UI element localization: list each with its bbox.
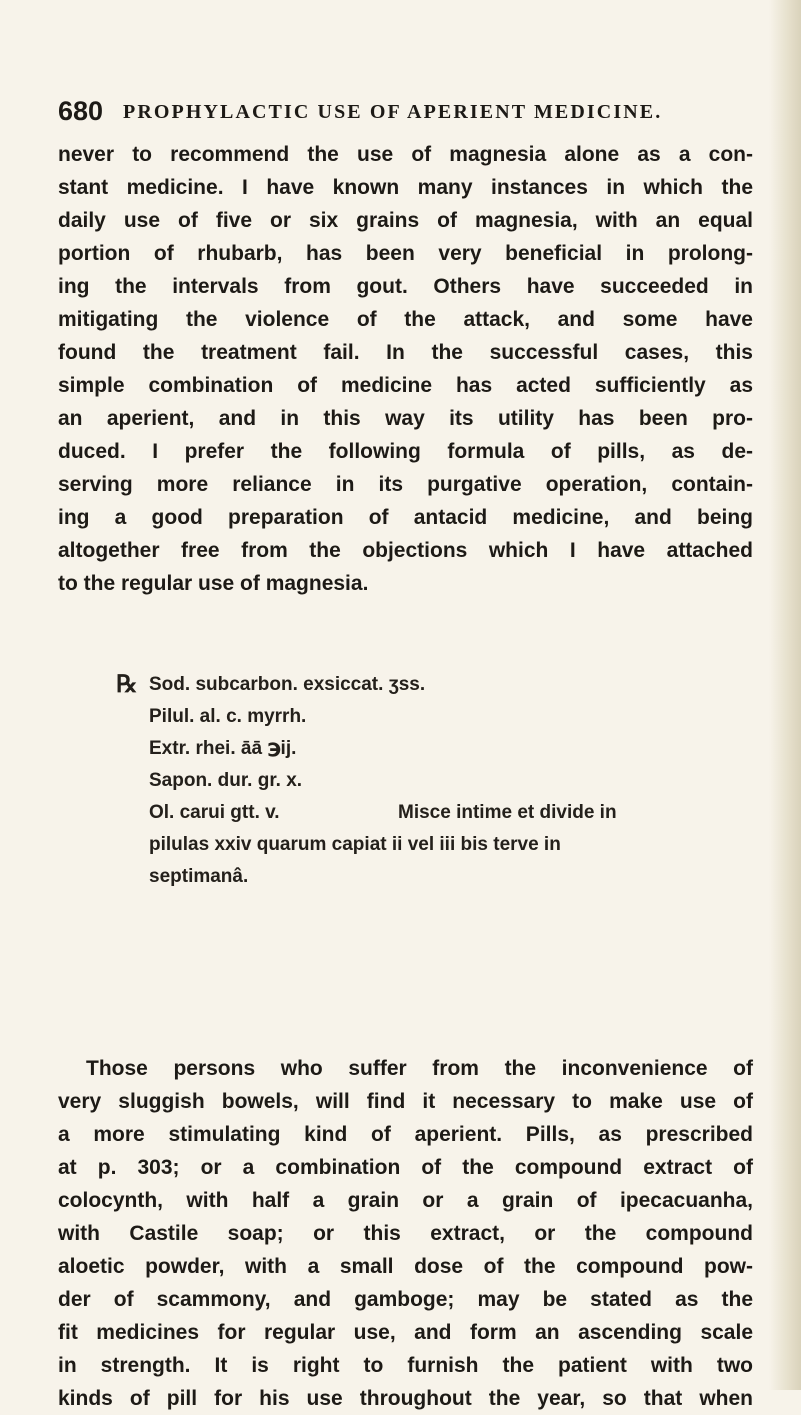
text-line: very sluggish bowels, will find it necessary to make use of: [58, 1090, 753, 1113]
text-line: aloetic powder, with a small dose of the compound pow-: [58, 1255, 753, 1278]
text-line: mitigating the violence of the attack, and some have: [58, 308, 753, 331]
text-line: kinds of pill for his use throughout the year, so that when: [58, 1387, 753, 1410]
text-line: stant medicine. I have known many instances in which the: [58, 176, 753, 199]
text-line: at p. 303; or a combination of the compound extract of: [58, 1156, 753, 1179]
ingredient-line: Sod. subcarbon. exsiccat. ʒss.: [149, 674, 426, 695]
ingredient-line: Pilul. al. c. myrrh.: [149, 706, 307, 727]
directions-line: pilulas xxiv quarum capiat ii vel iii bis terve in: [149, 834, 561, 855]
text-line: with Castile soap; or this extract, or the compound: [58, 1222, 753, 1245]
recipe-symbol: ℞: [116, 672, 138, 698]
text-line: in strength. It is right to furnish the patient with two: [58, 1354, 753, 1377]
text-line: duced. I prefer the following formula of pills, as de-: [58, 440, 753, 463]
text-line: colocynth, with half a grain or a grain of ipecacuanha,: [58, 1189, 753, 1212]
page-edge-shadow: [769, 0, 801, 1390]
text-line: fit medicines for regular use, and form an ascending scale: [58, 1321, 753, 1344]
text-line: ing a good preparation of antacid medicine, and being: [58, 506, 753, 529]
text-line: serving more reliance in its purgative operation, contain-: [58, 473, 753, 496]
ingredient-line: Extr. rhei. āā ℈ij.: [149, 738, 297, 759]
text-line: daily use of five or six grains of magnesia, with an equal: [58, 209, 753, 232]
text-line: a more stimulating kind of aperient. Pills, as prescribed: [58, 1123, 753, 1146]
directions-line: Misce intime et divide in: [398, 802, 617, 823]
text-line: portion of rhubarb, has been very beneficial in prolong-: [58, 242, 753, 265]
text-line: altogether free from the objections which I have attached: [58, 539, 753, 562]
page-header: [58, 96, 748, 126]
text-line: never to recommend the use of magnesia alone as a con-: [58, 143, 753, 166]
paragraph-2: [58, 1052, 753, 1415]
text-line: found the treatment fail. In the successful cases, this: [58, 341, 753, 364]
text-line: simple combination of medicine has acted sufficiently as: [58, 374, 753, 397]
page-number: 680: [58, 96, 104, 126]
ingredient-line: Sapon. dur. gr. x.: [149, 770, 303, 791]
text-line: der of scammony, and gamboge; may be stated as the: [58, 1288, 753, 1311]
text-line: an aperient, and in this way its utility has been pro-: [58, 407, 753, 430]
directions-line: septimanâ.: [149, 866, 249, 887]
ingredient-line: Ol. carui gtt. v.: [149, 802, 280, 823]
paragraph-1: [58, 138, 753, 600]
text-line: Those persons who suffer from the inconvenience of: [86, 1057, 753, 1080]
text-line: ing the intervals from gout. Others have succeeded in: [58, 275, 753, 298]
text-line: to the regular use of magnesia.: [58, 572, 369, 595]
running-head: PROPHYLACTIC USE OF APERIENT MEDICINE.: [123, 101, 663, 123]
